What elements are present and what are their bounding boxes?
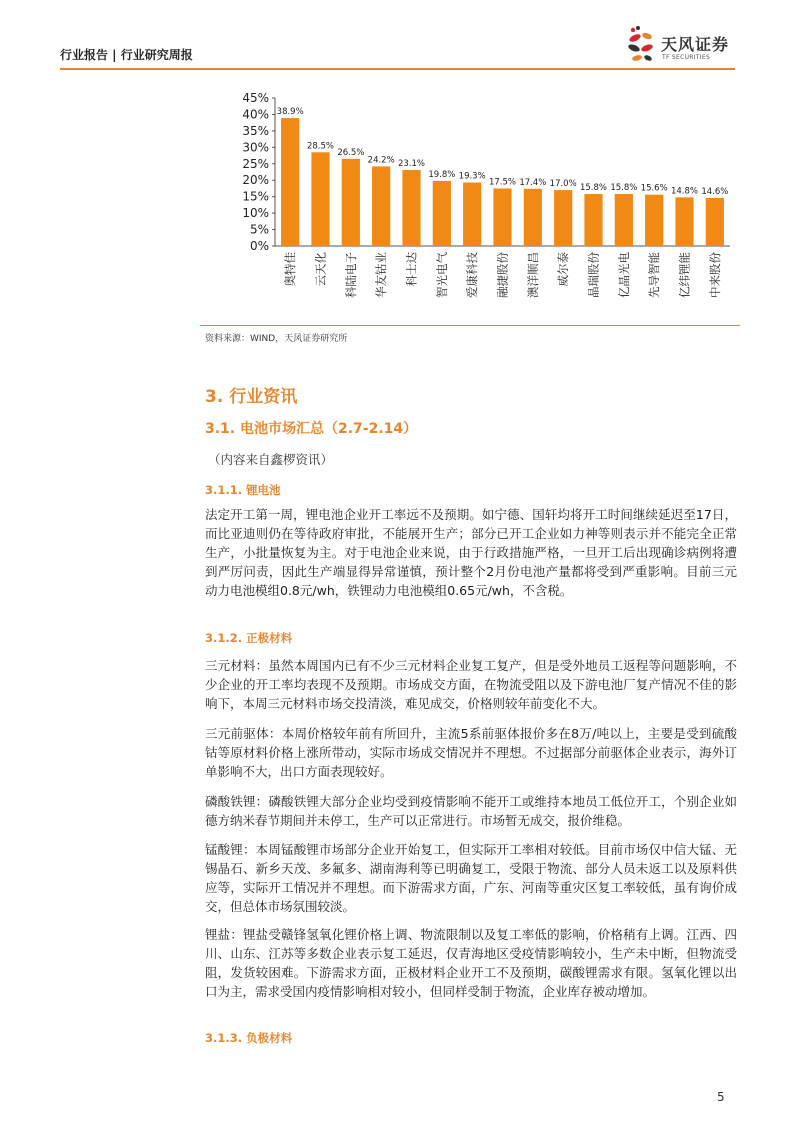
x-category-label: 爱康科技 [465,252,480,298]
paragraph-lithium-iron-phosphate: 磷酸铁锂：磷酸铁锂大部分企业均受到疫情影响不能开工或维持本地员工低位开工，个别企业如德方纳米春节期间并未停工，生产可以正常进行。市场暂无成交，报价维稳。 [205,794,737,828]
x-category-label: 华友钴业 [374,252,389,298]
heading-lithium-battery: 3.1.1. 锂电池 [205,483,281,497]
bar [706,198,724,246]
x-category-label: 中来股份 [707,252,722,298]
bar [524,189,542,246]
chart-source-note: 资料来源：WIND，天风证券研究所 [205,334,348,344]
bar [675,197,693,246]
bar-value-label: 26.5% [337,147,365,158]
bar-value-label: 17.4% [519,177,547,188]
bar-value-label: 15.8% [579,183,608,194]
y-tick-label: 5% [249,222,269,237]
bar [372,166,390,246]
bar [402,170,420,246]
y-tick-label: 15% [242,189,269,204]
subsection-heading: 3.1. 电池市场汇总（2.7-2.14） [205,421,418,437]
page-number: 5 [717,1090,725,1104]
x-category-label: 亿晶光电 [616,252,631,298]
x-category-label: 奥特佳 [283,252,298,287]
paragraph-lithium-battery: 法定开工第一周，锂电池企业开工率远不及预期。如宁德、国轩均将开工时间继续延迟至17日，而比亚迪则仍在等待政府审批，不能展开生产；部分已开工企业如力神等则表示并不能完全正常生产，小批量恢复为主。对于电池企业来说，由于行政措施严格，一旦开工后出现确诊病例将遭到严厉问责，因此生产端显得异常谨慎，预计整个2月份电池产量都将受到严重影响。目前三元动力电池模组0.8元/wh，铁锂动力电池模组0.65元/wh，不含税。 [205,507,737,598]
x-category-label: 云天化 [313,252,328,287]
bar-value-label: 23.1% [397,159,426,170]
bar [493,188,511,246]
paragraph-ternary-precursor: 三元前驱体：本周价格较年前有所回升，主流5系前驱体报价多在8万/吨以上，主要是受到硫酸钴等原材料价格上涨所带动，实际市场成交情况并不理想。不过据部分前驱体企业表示，海外订单影响不大，出口方面表现较好。 [205,726,737,779]
x-category-label: 晶瑞股份 [586,252,601,298]
y-tick-label: 25% [242,156,269,171]
chart-divider [200,325,740,326]
bar-value-label: 17.0% [549,179,577,190]
x-category-label: 先导智能 [647,252,662,298]
y-tick-label: 10% [242,206,269,221]
bar-value-label: 24.2% [367,155,395,166]
bar [281,118,299,246]
bar [342,159,360,246]
x-category-label: 威尔泰 [556,252,571,287]
x-category-label: 智光电气 [434,251,449,298]
y-tick-label: 0% [249,239,269,253]
heading-cathode-materials: 3.1.2. 正极材料 [205,631,293,645]
bar-value-label: 14.6% [701,186,729,197]
bar-chart-svg [200,86,740,326]
report-header-title: 行业报告 | 行业研究周报 [60,48,193,62]
bar-value-label: 19.3% [458,171,486,182]
bar [554,190,572,246]
y-tick-label: 45% [242,91,269,105]
y-tick-label: 20% [242,173,269,188]
bar-value-label: 28.5% [306,141,335,152]
bar-value-label: 38.9% [276,107,304,118]
y-tick-label: 35% [242,123,269,138]
bar [584,194,602,246]
paragraph-lithium-manganate: 锰酸锂：本周锰酸锂市场部分企业开始复工，但实际开工率相对较低。目前市场仅中信大锰、无锡晶石、新乡天茂、多氟多、湖南海利等已明确复工，受限于物流、部分人员未返工以及原料供应等，实际开工情况并不理想。而下游需求方面，广东、河南等重灾区复工率较低，虽有询价成交，但总体市场氛围较淡。 [205,842,737,914]
x-category-label: 澳洋顺昌 [525,252,540,298]
brand-logo [625,24,745,70]
bar-value-label: 15.6% [640,183,668,194]
bar-value-label: 17.5% [488,177,517,188]
logo-text: 天风证券 [661,35,730,54]
bar [311,152,329,246]
paragraph-lithium-salt: 锂盐：锂盐受赣锋氢氧化锂价格上调、物流限制以及复工率低的影响，价格稍有上调。江西、四川、山东、江苏等多数企业表示复工延迟，仅青海地区受疫情影响较小，生产未中断，但物流受阻，发货较困难。下游需求方面，正极材料企业开工不及预期，碳酸锂需求有限。氢氧化锂以出口为主，需求受国内疫情影响相对较小，但同样受制于物流，企业库存被动增加。 [205,927,737,999]
bar-value-label: 15.8% [610,183,638,194]
bar [433,181,451,246]
stock-return-bar-chart [200,86,740,326]
paragraph-ternary-materials: 三元材料：虽然本周国内已有不少三元材料企业复工复产，但是受外地员工返程等问题影响，不少企业的开工率均表现不及预期。市场成交方面，在物流受阻以及下游电池厂复产情况不佳的影响下，本周三元材料市场交投清淡，难见成交，价格则较年前变化不大。 [205,658,737,711]
bar [615,194,633,246]
bar [463,183,481,246]
section-heading: 3. 行业资讯 [205,387,298,407]
bar-value-label: 14.8% [670,186,699,197]
x-category-label: 融捷股份 [495,252,510,298]
brand-mark-icon [625,24,661,70]
x-category-label: 科士达 [404,252,419,287]
y-tick-label: 30% [242,140,269,155]
logo-subtext: TF SECURITIES [662,54,711,61]
heading-anode-materials: 3.1.3. 负极材料 [205,1031,293,1045]
bar [645,195,663,246]
bar-value-label: 19.8% [428,169,456,180]
y-tick-label: 40% [242,107,269,122]
content-source-note: （内容来自鑫椤资讯） [208,452,334,467]
x-category-label: 亿纬锂能 [677,252,692,298]
x-category-label: 科陆电子 [343,252,358,298]
header-divider [60,68,735,70]
